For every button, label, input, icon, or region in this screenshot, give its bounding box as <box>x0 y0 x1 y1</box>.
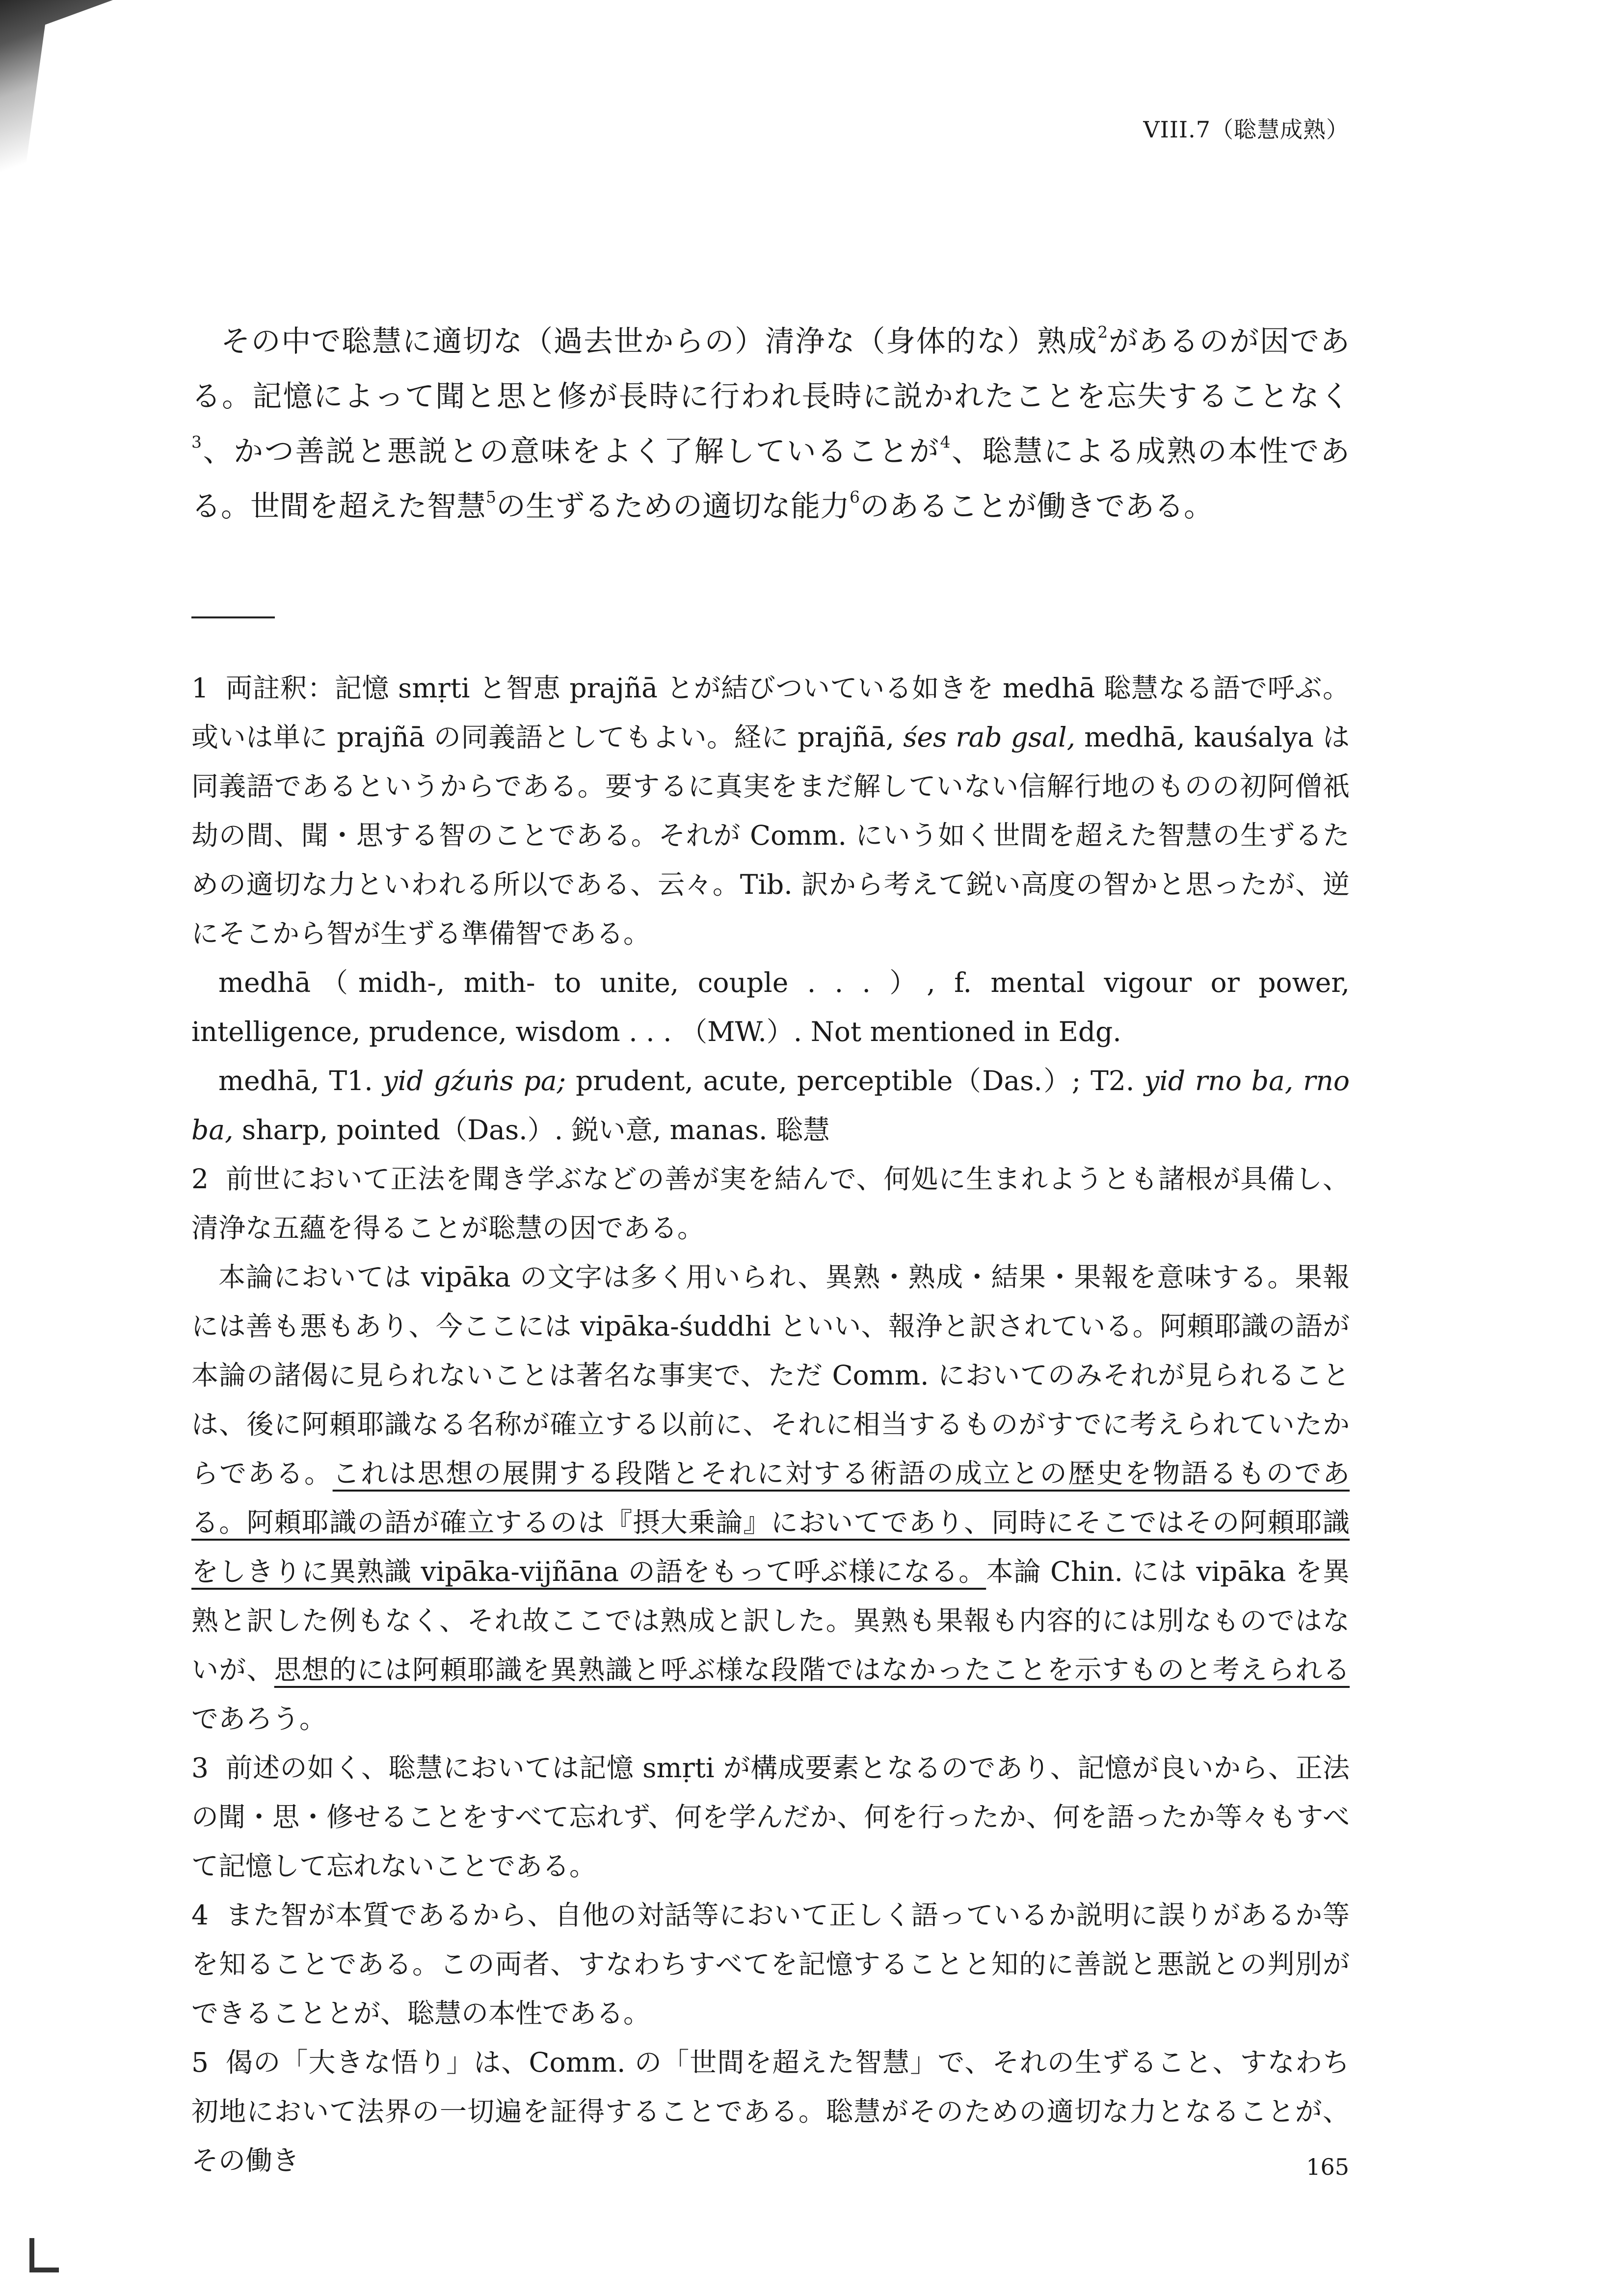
tibetan-term: śes rab gsal, <box>903 721 1076 753</box>
main-text: があるのが因である。記憶によって聞と思と修が長時に行われ長時に説かれたことを忘失することなく <box>191 324 1350 414</box>
main-text: 、聡慧による成熟の本性である。世間を超えた智慧 <box>191 434 1350 524</box>
footnote-text: 偈の「大きな悟り」は、Comm. の「世間を超えた智慧」で、それの生ずること、すなわち初地において法界の一切遍を証得することである。聡慧がそのための適切な力となることが、その働き <box>191 2047 1350 2176</box>
footnote-text: 前述の如く、聡慧においては記憶 smṛti が構成要素となるのであり、記憶が良いから、正法の聞・思・修せることをすべて忘れず、何を学んだか、何を行ったか、何を語ったか等々もすべて記憶して忘れないことである。 <box>191 1752 1350 1882</box>
footnote-ref[interactable]: 2 <box>1097 322 1108 342</box>
footnote-number: 4 <box>191 1899 209 1931</box>
underlined-passage: これは思想の展開する段階とそれに対する術語の成立との歴史を物語るものである。阿頼耶識の語が確立するのは『摂大乗論』においてであり、同時にそこではその阿頼耶識をしきりに異熟識 vipāka-vijñāna の語をもって呼ぶ様になる。 <box>191 1458 1350 1587</box>
footnote-1 <box>191 664 1350 958</box>
page-content <box>191 314 1350 2185</box>
footnote-text: 両註釈：記憶 smṛti と智恵 prajñā とが結びついている如きを medhā 聡慧なる語で呼ぶ。或いは単に prajñā の同義語としてもよい。経に prajñā, <box>191 672 1350 753</box>
main-paragraph <box>191 314 1350 534</box>
footnote-1-tibetan: medhā, T1. yid gźuṅs pa; prudent, acute, perceptible（Das.）; T2. yid rno ba, rno ba, sharp, pointed（Das.）. 鋭い意, manas. 聡慧 <box>191 1065 1350 1146</box>
main-text: 、かつ善説と悪説との意味をよく了解していることが <box>202 434 940 469</box>
footnote-1-etymology: medhā（midh-, mith- to unite, couple . . . ）, f. mental vigour or power, intelligence, prudence, wisdom . . . （MW.）. Not mentioned in Edg. <box>191 967 1350 1047</box>
footnote-number: 5 <box>191 2047 209 2078</box>
footnote-2-body: 本論においては vipāka の文字は多く用いられ、異熟・熟成・結果・果報を意味する。果報には善も悪もあり、今ここには vipāka-śuddhi といい、報浄と訳されている。阿頼耶識の語が本論の諸偈に見られないことは著名な事実で、ただ Comm. においてのみそれが見られることは、後に阿頼耶識なる名称が確立する以前に、それに相当するものがすでに考えられていたからである。これは思想の展開する段階とそれに対する術語の成立との歴史を物語るものである。阿頼耶識の語が確立するのは『摂大乗論』においてであり、同時にそこではその阿頼耶識をしきりに異熟識 vipāka-vijñāna の語をもって呼ぶ様になる。本論 Chin. には vipāka を異熟と訳した例もなく、それ故ここでは熟成と訳した。異熟も果報も内容的には別なものではないが、思想的には阿頼耶識を異熟識と呼ぶ様な段階ではなかったことを示すものと考えられるであろう。 <box>191 1261 1350 1735</box>
footnote-text: また智が本質であるから、自他の対話等において正しく語っているか説明に誤りがあるか等を知ることである。この両者、すなわちすべてを記憶することと知的に善説と悪説との判別ができることとが、聡慧の本性である。 <box>191 1899 1350 2029</box>
tibetan-term: yid rno ba, rno ba, <box>191 1065 1350 1146</box>
footnote-ref[interactable]: 4 <box>940 432 951 452</box>
footnote-text: medhā, kauśalya は同義語であるというからである。要するに真実をまだ解していない信解行地のものの初阿僧祇劫の間、聞・思する智のことである。それが Comm. にいう如く世間を超えた智慧の生ずるための適切な力といわれる所以である、云々。Tib. 訳から考えて鋭い高度の智かと思ったが、逆にそこから智が生ずる準備智である。 <box>191 721 1350 949</box>
footnote-3 <box>191 1743 1350 1891</box>
footnote-4 <box>191 1891 1350 2038</box>
footnote-number: 2 <box>191 1163 209 1195</box>
footnote-number: 1 <box>191 672 209 704</box>
scan-edge-mark <box>0 0 113 206</box>
footnote-ref[interactable]: 6 <box>850 487 860 507</box>
scan-corner-mark <box>29 2238 59 2272</box>
footnote-text: 前世において正法を聞き学ぶなどの善が実を結んで、何処に生まれようとも諸根が具備し、清浄な五蘊を得ることが聡慧の因である。 <box>191 1163 1350 1244</box>
running-header: VIII.7（聡慧成熟） <box>1143 116 1349 143</box>
footnote-ref[interactable]: 5 <box>486 487 496 507</box>
footnote-5 <box>191 2038 1350 2185</box>
main-text: その中で聡慧に適切な（過去世からの）清浄な（身体的な）熟成 <box>221 324 1098 359</box>
main-text: の生ずるための適切な能力 <box>496 489 850 524</box>
page-number: 165 <box>1306 2154 1349 2180</box>
footnotes <box>191 664 1350 2185</box>
footnote-number: 3 <box>191 1752 209 1784</box>
tibetan-term: yid gźuṅs pa; <box>382 1065 566 1096</box>
underlined-passage: 思想的には阿頼耶識を異熟識と呼ぶ様な段階ではなかったことを示すものと考えられる <box>274 1654 1350 1685</box>
footnote-2 <box>191 1154 1350 1253</box>
footnote-divider <box>191 616 275 618</box>
footnote-ref[interactable]: 3 <box>191 432 202 452</box>
main-text: のあることが働きである。 <box>860 489 1213 524</box>
